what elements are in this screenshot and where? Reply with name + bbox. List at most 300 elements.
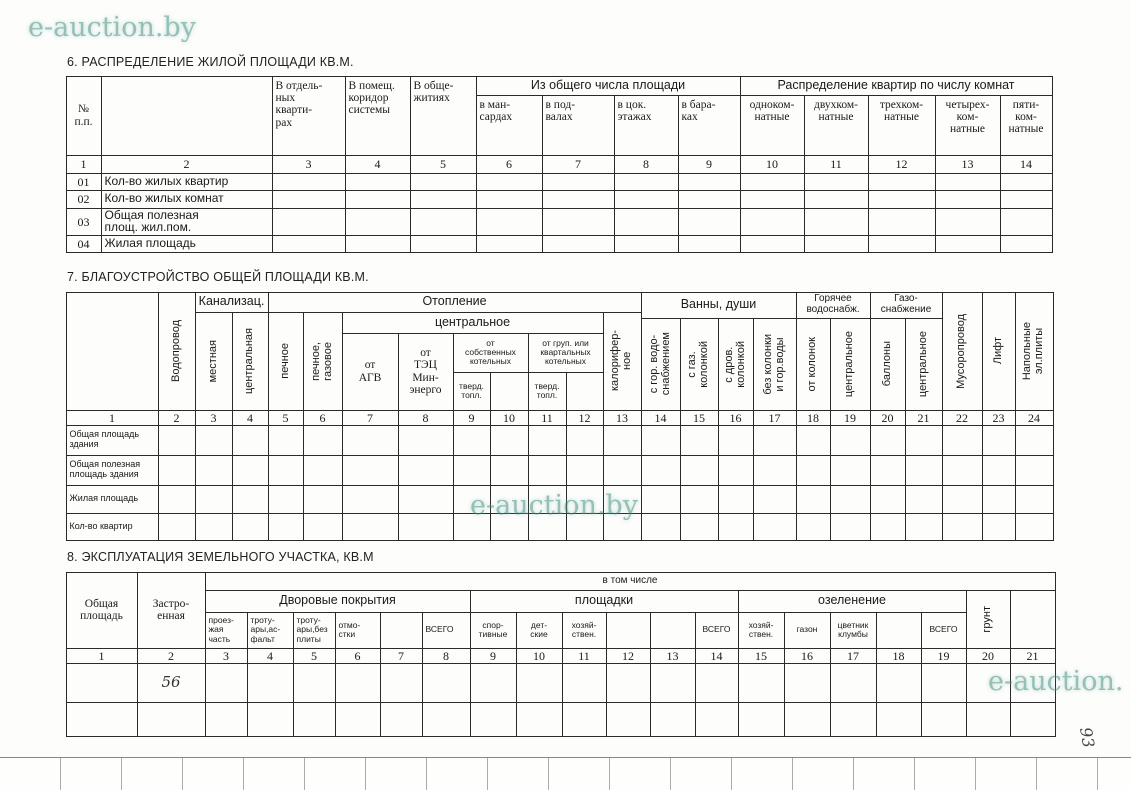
empty-cell [1015, 485, 1054, 514]
header-calorifer [603, 312, 642, 411]
column-number-text: 1 [98, 648, 105, 663]
column-number [641, 410, 681, 426]
column-number-text: 10 [503, 410, 515, 425]
row-code [66, 190, 102, 209]
empty-cell [232, 485, 269, 514]
column-number [680, 410, 719, 426]
empty-cell [942, 513, 983, 541]
empty-cell [868, 235, 936, 253]
column-number [982, 410, 1016, 426]
header-hot-water [796, 292, 871, 319]
section-7-title: 7. БЛАГОУСТРОЙСТВО ОБЩЕЙ ПЛОЩАДИ КВ.М. [67, 270, 369, 284]
empty-cell [1000, 235, 1053, 253]
column-number-text: 21 [1026, 648, 1039, 663]
empty-cell [614, 173, 679, 191]
empty-cell [422, 663, 471, 703]
empty-cell [303, 485, 343, 514]
row-code-text: 02 [77, 192, 90, 206]
empty-cell [268, 425, 304, 456]
column-number-text: 4 [267, 648, 273, 663]
column-number-text: 11 [830, 157, 842, 171]
empty-cell [398, 485, 454, 514]
column-number [784, 648, 831, 664]
header-sewer-central-text: центральная [243, 328, 256, 394]
empty-cell [830, 485, 871, 514]
column-number [718, 410, 754, 426]
header-subcolumn-text: в бара- ках [681, 98, 716, 123]
row-code-text: 03 [77, 214, 90, 229]
column-number [1015, 410, 1054, 426]
empty-cell [870, 513, 906, 541]
empty-cell [830, 513, 871, 541]
header-tec [398, 333, 454, 411]
column-number-text: 19 [937, 648, 950, 663]
empty-cell [268, 485, 304, 514]
header-subcolumn [476, 95, 543, 156]
header-blank [66, 292, 159, 411]
empty-cell [982, 485, 1016, 514]
empty-cell [942, 485, 983, 514]
row-label [66, 513, 159, 541]
header-stove [268, 312, 304, 411]
empty-cell [966, 702, 1011, 737]
header-tec-text: от ТЭЦ Мин- энерго [409, 346, 442, 396]
column-number-text: 14 [710, 648, 723, 663]
empty-cell [603, 455, 642, 486]
empty-cell [614, 235, 679, 253]
header-subcolumn-text: в цок. этажах [617, 98, 652, 123]
empty-cell [542, 190, 615, 209]
empty-cell [476, 190, 543, 209]
header-stove-text: печное [278, 343, 291, 379]
column-number-text: 8 [422, 410, 429, 425]
header-including [205, 572, 1056, 591]
empty-cell [753, 513, 797, 541]
empty-cell [982, 513, 1016, 541]
empty-cell [335, 702, 381, 737]
header-lift [982, 292, 1016, 411]
empty-cell [804, 173, 869, 191]
empty-cell [1015, 513, 1054, 541]
header-yard-type [422, 612, 471, 649]
empty-cell [876, 702, 922, 737]
header-agv-text: от АГВ [358, 359, 382, 384]
header-subcolumn-text: одноком- натные [749, 98, 795, 123]
empty-cell [942, 425, 983, 456]
column-number-text: 18 [892, 648, 905, 663]
header-bath-type-text: без колонки и гор.воды [761, 333, 786, 395]
row-label-text: Кол-во квартир [69, 520, 133, 531]
column-number [753, 410, 797, 426]
empty-cell [868, 208, 936, 236]
empty-cell [738, 663, 785, 703]
column-number [303, 410, 343, 426]
empty-cell [870, 425, 906, 456]
column-number-text: 13 [616, 410, 628, 425]
empty-cell [232, 513, 269, 541]
header-playground-type [695, 612, 739, 649]
column-number-text: 8 [443, 648, 449, 663]
column-number-text: 24 [1028, 410, 1040, 425]
empty-cell [905, 425, 943, 456]
empty-cell [380, 663, 423, 703]
header-bath-type [718, 318, 754, 411]
header-gas-type-text: баллоны [880, 341, 893, 387]
empty-cell [641, 455, 681, 486]
empty-cell [195, 425, 233, 456]
column-number [232, 410, 269, 426]
column-number-text: 10 [533, 648, 545, 663]
empty-cell [476, 173, 543, 191]
column-number [935, 155, 1001, 174]
column-number [905, 410, 943, 426]
column-number [738, 648, 785, 664]
empty-cell [650, 663, 696, 703]
row-code-text: 04 [77, 236, 90, 251]
column-number [453, 410, 491, 426]
header-bath-type-text: с дров. колонкой [722, 340, 747, 388]
empty-cell [195, 485, 233, 514]
empty-cell [516, 663, 563, 703]
column-number [566, 410, 604, 426]
row-label-text: Жилая площадь [69, 493, 139, 504]
empty-cell [410, 235, 477, 253]
empty-cell [650, 702, 696, 737]
empty-cell [804, 190, 869, 209]
empty-cell [268, 455, 304, 486]
column-number [516, 648, 563, 664]
empty-cell [606, 663, 651, 703]
empty-cell [868, 190, 936, 209]
column-number [603, 410, 642, 426]
empty-cell [345, 235, 411, 253]
empty-cell [804, 208, 869, 236]
column-number [247, 648, 294, 664]
empty-cell [293, 702, 336, 737]
header-greenery-type-text: цветник клумбы [837, 619, 869, 639]
header-group-of-total-text: Из общего числа площади [530, 77, 686, 92]
column-number [205, 648, 248, 664]
empty-cell [921, 663, 967, 703]
header-baths-text: Ванны, души [680, 297, 757, 312]
empty-cell [66, 663, 138, 703]
column-number [921, 648, 967, 664]
column-number-text: 7 [398, 648, 404, 663]
empty-cell [158, 425, 196, 456]
column-number-text: 3 [210, 410, 217, 425]
column-number [876, 648, 922, 664]
header-greenery-text: озеленение [818, 593, 886, 608]
empty-cell [935, 208, 1001, 236]
column-number [66, 155, 102, 174]
header-playgrounds [470, 590, 739, 613]
empty-cell [490, 425, 529, 456]
empty-cell [641, 513, 681, 541]
header-stove-gas [303, 312, 343, 411]
header-subcolumn [740, 95, 805, 156]
column-number [345, 155, 411, 174]
scan-edge-strip [0, 757, 1131, 790]
empty-cell [272, 173, 346, 191]
header-bath-type [753, 318, 797, 411]
column-number-text: 5 [440, 157, 446, 171]
column-number-text: 1 [80, 157, 87, 171]
empty-cell [982, 425, 1016, 456]
empty-cell [562, 702, 607, 737]
empty-cell [680, 513, 719, 541]
header-num-text: № п.п. [74, 103, 93, 128]
empty-cell [935, 173, 1001, 191]
column-number [195, 410, 233, 426]
column-number [101, 155, 273, 174]
header-central [342, 312, 604, 334]
empty-cell [753, 425, 797, 456]
header-separate-apartments [272, 76, 346, 156]
column-number-text: 15 [693, 410, 705, 425]
column-number-text: 22 [956, 410, 968, 425]
empty-cell [905, 455, 943, 486]
header-greenery-type-text: газон [796, 624, 818, 635]
empty-cell [784, 702, 831, 737]
header-separate-apartments-text: В отдель- ных кварти- рах [275, 79, 323, 129]
empty-cell [345, 190, 411, 209]
column-number-text: 4 [247, 410, 253, 425]
header-bath-type-text: с гор. водо- снабжением [647, 332, 672, 396]
empty-cell [678, 235, 741, 253]
empty-cell [641, 485, 681, 514]
header-solid-fuel-text: тверд. топл. [459, 380, 484, 400]
empty-cell [422, 702, 471, 737]
empty-cell [784, 663, 831, 703]
header-greenery-type-text: ВСЕГО [929, 624, 958, 635]
empty-cell [293, 663, 336, 703]
column-number-text: 9 [468, 410, 475, 425]
header-playgrounds-text: площадки [574, 593, 634, 608]
empty-cell [678, 173, 741, 191]
empty-cell [158, 485, 196, 514]
header-yard-type-text: троту- ары,без плиты [296, 615, 328, 644]
header-hot-water-type-text: от колонок [806, 336, 819, 392]
header-sewer-central [232, 312, 269, 411]
header-central-text: центральное [434, 314, 511, 329]
empty-cell [470, 702, 517, 737]
header-yard-type [293, 612, 336, 649]
empty-cell [342, 425, 399, 456]
header-gas-type [905, 318, 943, 411]
column-number [66, 648, 138, 664]
column-number-text: 12 [895, 157, 908, 171]
empty-cell [303, 425, 343, 456]
empty-cell [678, 190, 741, 209]
header-group-rooms [740, 76, 1053, 96]
empty-cell [398, 425, 454, 456]
row-label [66, 425, 159, 456]
header-yard-type-text: отмо- стки [338, 619, 361, 639]
header-playground-type [470, 612, 517, 649]
empty-cell [303, 513, 343, 541]
column-number [1010, 648, 1056, 664]
column-number [542, 155, 615, 174]
header-built-up-text: Застро- енная [152, 597, 190, 622]
empty-cell [528, 425, 567, 456]
header-yard-coverings-text: Дворовые покрытия [279, 593, 396, 608]
column-number-text: 13 [961, 157, 974, 171]
built-up-value [137, 663, 206, 703]
header-sewerage-text: Канализац. [198, 294, 265, 309]
column-number-text: 20 [881, 410, 894, 425]
column-number-text: 1 [109, 410, 115, 425]
empty-cell [410, 190, 477, 209]
header-ground [966, 590, 1011, 649]
section-6-title: 6. РАСПРЕДЕЛЕНИЕ ЖИЛОЙ ПЛОЩАДИ КВ.М. [67, 55, 354, 69]
header-playground-type [606, 612, 651, 649]
column-number [562, 648, 607, 664]
header-subcolumn [542, 95, 615, 156]
empty-cell [695, 663, 739, 703]
header-subcolumn [804, 95, 869, 156]
header-playground-type [650, 612, 696, 649]
header-playground-type-text: спор- тивные [478, 619, 508, 639]
built-up-value [137, 702, 206, 737]
empty-cell [247, 702, 294, 737]
header-group-rooms-text: Распределение квартир по числу комнат [777, 77, 1015, 92]
column-number-text: 5 [311, 648, 317, 663]
header-water-supply-text: Водопровод [169, 320, 182, 382]
header-gas-type [870, 318, 906, 411]
empty-cell [718, 425, 754, 456]
header-playground-type-text: дет- ские [530, 619, 548, 639]
empty-cell [542, 208, 615, 236]
header-yard-type-text: ВСЕГО [425, 624, 454, 635]
column-number [158, 410, 196, 426]
empty-cell [476, 235, 543, 253]
header-gas-type-text: центральное [916, 330, 929, 398]
header-calorifer-text: калорифер- ное [609, 330, 633, 392]
header-greenery-type-text: хозяй- ствен. [748, 619, 774, 639]
column-number-text: 3 [223, 648, 229, 663]
column-number [650, 648, 696, 664]
column-number-text: 17 [768, 410, 781, 425]
empty-cell [753, 455, 797, 486]
header-playground-type [562, 612, 607, 649]
empty-cell [380, 702, 423, 737]
empty-cell [470, 663, 517, 703]
column-number-text: 3 [305, 157, 312, 171]
header-subcolumn-text: трехком- натные [879, 98, 924, 123]
column-number-text: 21 [917, 410, 930, 425]
empty-cell [935, 190, 1001, 209]
header-blank [566, 372, 604, 411]
header-group-boilers [528, 333, 604, 373]
empty-cell [268, 513, 304, 541]
header-greenery-type [876, 612, 922, 649]
row-label [66, 485, 159, 514]
column-number-text: 6 [506, 157, 512, 171]
header-stove-gas-text: печное, газовое [309, 341, 334, 381]
empty-cell [870, 485, 906, 514]
header-dormitories [410, 76, 477, 156]
empty-cell [796, 485, 831, 514]
header-own-boilers-text: от собственных котельных [465, 337, 516, 367]
empty-cell [830, 455, 871, 486]
empty-cell [342, 513, 399, 541]
header-yard-type [335, 612, 381, 649]
header-electric-stoves-text: Напольные эл.плиты [1021, 321, 1045, 381]
empty-cell [718, 485, 754, 514]
empty-cell [982, 455, 1016, 486]
header-yard-type [380, 612, 423, 649]
column-number-text: 4 [374, 157, 381, 171]
header-gas-text: Газо- снабжение [880, 293, 932, 315]
empty-cell [1010, 702, 1056, 737]
empty-cell [272, 235, 346, 253]
header-hot-water-type-text: центральное [843, 330, 856, 398]
header-yard-type-text: троту- ары,ас- фальт [250, 615, 281, 644]
empty-cell [905, 513, 943, 541]
empty-cell [232, 425, 269, 456]
header-subcolumn [614, 95, 679, 156]
header-yard-type [247, 612, 294, 649]
header-own-boilers [453, 333, 529, 373]
column-number-text: 19 [844, 410, 856, 425]
empty-cell [830, 425, 871, 456]
empty-cell [680, 425, 719, 456]
column-number [398, 410, 454, 426]
header-subcolumn-text: в ман- сардах [479, 98, 513, 123]
empty-cell [942, 455, 983, 486]
empty-cell [738, 702, 785, 737]
header-subcolumn-text: четырех- ком- натные [945, 98, 990, 136]
empty-cell [870, 455, 906, 486]
column-number [1000, 155, 1053, 174]
empty-cell [566, 425, 604, 456]
header-garbage-chute [942, 292, 983, 411]
header-yard-coverings [205, 590, 471, 613]
header-subcolumn [935, 95, 1001, 156]
row-label [101, 173, 273, 191]
empty-cell [453, 425, 491, 456]
header-hot-water-text: Горячее водоснабж. [806, 293, 860, 315]
column-number [695, 648, 739, 664]
header-heating [268, 292, 642, 313]
row-label-text: Общая площадь здания [69, 429, 140, 449]
row-code [66, 173, 102, 191]
empty-cell [830, 663, 877, 703]
watermark: e-auction.by [28, 12, 196, 43]
header-name [101, 76, 273, 156]
column-number-text: 9 [490, 648, 496, 663]
column-number [268, 410, 304, 426]
column-number-text: 7 [367, 410, 373, 425]
row-label [101, 235, 273, 253]
column-number-text: 9 [706, 157, 712, 171]
header-solid-fuel [528, 372, 567, 411]
column-number-text: 17 [847, 648, 859, 663]
watermark: e-auction.by [470, 490, 638, 521]
empty-cell [1015, 425, 1054, 456]
column-number [870, 410, 906, 426]
header-total-area [66, 572, 138, 649]
empty-cell [476, 208, 543, 236]
header-bath-type [641, 318, 681, 411]
column-number [137, 648, 206, 664]
empty-cell [680, 485, 719, 514]
row-label-text: Общая полезная площадь здания [69, 459, 141, 479]
column-number-text: 2 [183, 157, 190, 171]
header-greenery [738, 590, 967, 613]
header-greenery-type [830, 612, 877, 649]
empty-cell [718, 455, 754, 486]
